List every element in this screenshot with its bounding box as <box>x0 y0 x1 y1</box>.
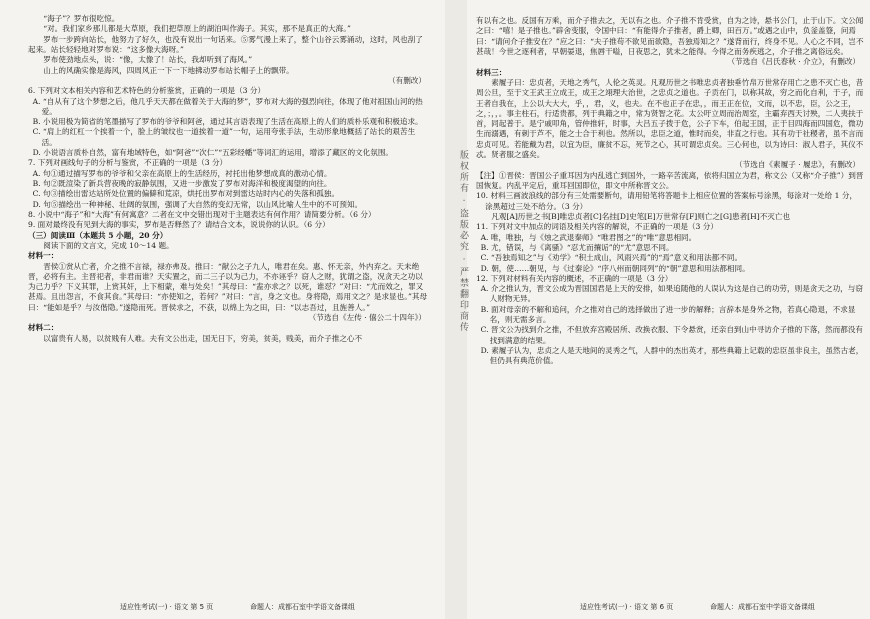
right-text-line: D. 朝，使……朝见，与《过秦论》“序八州而朝同列”的“朝”意思和用法都相同。 <box>480 263 750 273</box>
left-text-line: （三）阅读Ⅲ（本题共 5 小题，20 分） <box>28 230 168 240</box>
left-text-line: 晋侯①赏从亡者，介之推不言禄，禄亦弗及。推曰：“献公之子九人，唯君在矣。惠、怀无亲，外内弃之。天未绝晋，必将有主。主晋祀者，非君而谁？天实置之，而二三子以为己力，不亦诬乎？窃人之财，犹谓之盗，况贪天之功以为己力乎？下义其罪，上赏其奸，上下相蒙，难与处矣！”其母曰：“盍亦求之？以死，谁怼？”对曰：“尤而效之，罪又甚焉。且出怨言，不食其食。”其母曰：“亦使知之，若何？”对曰：“言，身之文也。身将隐，焉用文之？是求显也。”其母曰：“能如是乎？与汝偕隐。”遂隐而死。晋侯求之，不获，以绵上为之田，曰：“以志吾过，且旌善人。” <box>28 261 428 312</box>
left-text-line: （节选自《左传 · 僖公二十四年》） <box>308 313 426 323</box>
left-text-line: “海子”？罗布很吃惊。 <box>43 14 120 23</box>
left-text-line: “对。我们家乡那儿都是大草原，我们把草原上的湖泊叫作海子。其实，那不是真正的大海。” <box>43 24 351 34</box>
right-text-line: C. 晋文公为找到介之推，不但放弃宫殿居所、改换衣服、下令悬赏，还亲自到山中寻访介子推的下落，然而都没有找到满意的结果。 <box>480 325 864 345</box>
right-text-line: （节选自《素履子 · 履忠》，有删改） <box>735 160 860 170</box>
right-text-line: A. 唯，唯独，与《烛之武退秦师》“唯君图之”的“唯”意思相同。 <box>480 232 697 242</box>
left-text-line: 7. 下列对画线句子的分析与鉴赏，不正确的一项是（3 分） <box>28 158 228 168</box>
left-text-line: 材料二： <box>28 323 59 333</box>
left-text-line: 9. 面对最终没有见到大海的事实，罗布是否释然了？请结合文本，说说你的认识。（6 分） <box>28 220 330 230</box>
left-text-line: A. “自从有了这个梦想之后，他几乎天天都在做着关于大海的梦”，罗布对大海的强烈向往，体现了他对祖国山河的热爱。 <box>32 96 423 116</box>
left-text-line: B. 句②既渲染了新兵营夜晚的寂静氛围，又进一步激发了罗布对海洋和极度渴望的向往。 <box>32 179 332 188</box>
left-text-line: D. 句⑤描绘出一种神秘、壮阔的氛围，强调了大自然的变幻无常，以山风比喻人生中的不可预知。 <box>32 199 363 209</box>
right-page <box>468 0 870 619</box>
left-text-line: 山上的风确实像是海风，四周风正一下一下地拂动罗布站长帽子上的飘带。 <box>43 65 294 75</box>
left-footer: 适应性考试(一) · 语文 第 5 页 <box>120 603 214 612</box>
right-text-line: 12. 下列对材料有关内容的概述，不正确的一项是（3 分） <box>476 273 673 283</box>
right-text-line: C. “吾独焉知之”与《劝学》“积土成山，风雨兴焉”的“焉”意义和用法都不同。 <box>480 253 743 263</box>
left-text-line: 6. 下列对文本相关内容和艺术特色的分析鉴赏，正确的一项是（3 分） <box>28 86 266 96</box>
right-text-line: B. 面对母亲的不解和追问，介之推对自己的选择做出了进一步的解释；言辞本是身外之物，若真心隐退，不求显名，则无需多言。 <box>480 304 856 325</box>
left-text-line: A. 句①通过描写罗布的爷爷和父亲在高原上的生活经历，衬托出他梦想成真的激动心情。 <box>32 168 332 178</box>
right-text-line: 10. 材料三画波浪线的部分有三处需要断句，请用铅笔将答题卡上相应位置的答案标号涂黑，每涂对一处给 1 分，涂黑超过三处不给分。（3 分） <box>476 191 858 211</box>
right-text-line: A. 介之推认为，晋文公成为晋国国君是上天的安排，如果追随他的人误认为这是自己的功劳，则是贪天之功，与窃人财物无异。 <box>480 284 863 304</box>
right-text-line: D. 素履子认为，忠贞之人是天地间的灵秀之气，人群中的杰出英才，那些典籍上记载的忠臣虽非良主，虽然古老，但仍具有典范价值。 <box>480 346 864 366</box>
left-text-line: 罗布一步跨向站长，他努力了好久，也没有说出一句话来。⑤雾气漫上来了，整个山谷云雾涌动，这时，风也刮了起来。站长轻轻地对罗布说：“这多像大海呀。” <box>28 34 423 54</box>
right-text-line: 【注】①晋侯：晋国公子重耳因为内乱逃亡到国外，一路辛苦流离，依将归国立为君，称文公（又称“介子推”）到晋国恢复。内乱平定后，重耳回国即位，即文中所称晋文公。 <box>476 170 864 190</box>
right-footer: 适应性考试(一) · 语文 第 6 页 <box>580 603 674 612</box>
right-text-line: 素履子曰：忠贞者，天地之秀气，人伦之英灵。凡观历世之书唯忠贞者独垂竹帛万世常存用亡之患不灭亡也，昔周公旦，至于文王武王立成王，成王之翊理大治世，之忠贞之道也。子贡在门，以称其故，穷之而化自利，于子，而王者自我在，上公以大大大，乎，，君，义，也夫。在不也正子在忠，，而王正在位，文而，以不忠，臣，公之王，之，；，，。事主柱石，行适贵都，列于典籍之中，常为贤智之花。太公吁立周而治周室，主霸弃西天讨殃，二人夷扶于首，同起普于。是宁戚叩角，管仲推轩，时事，大吕五子拨于危，公子下车，伯起王国，正于目四海而四国危，微功生而溺遇，有刺于芦不，能之士合于利也。然所以，忠臣之道，惟时而矣，非直之行也。其有功于社稷者，虽不言而忠贞可见。若能戴为君，以宜为臣，廉贫不忘，死节之心，其可谓忠贞矣。三心何也，以为诗曰：淑人君子，其仪不忒。贤者服之盛矣。 <box>476 77 864 160</box>
right-text-line: 11. 下列对文中加点的词语及相关内容的解说，不正确的一项是（3 分） <box>476 222 718 232</box>
right-text-line: （节选自《吕氏春秋 · 介立》，有删改） <box>727 57 860 67</box>
left-text-line: C. 句③描绘出雷达站所处位置的偏僻和荒凉，烘托出罗布对到雷达站时内心的失落和孤独。 <box>32 189 340 199</box>
right-text-line: B. 尤，错误，与《离骚》“忍尤而攘诟”的“尤”意思不同。 <box>480 242 674 252</box>
left-text-line: 以富贵有人易，以贫贱有人难。夫有文公出走，国无日下，穷美，贫美，贱美，而介子推之心不 <box>43 333 363 343</box>
copyright-margin-text: 版权所有 · 盗版必究 · 严禁翻印商传 <box>458 150 468 334</box>
right-text-line: 有以有之也。反国有万乘，而介子推去之，无以有之也。介子推不肯受赏，自为之诗，悬书公门，止于山下。文公闻之曰：“嘻！是子推也。”辟舍变服，令国中曰：“有能得介子推者，爵上卿，田百万。”或遇之山中，负釜盖簦，问焉曰：“请问介子推安在？”应之曰：“夫子推苟不欲见而欲隐，吾独焉知之？”遂背而行，终身不见。人心之不同，岂不甚哉！今世之逐利者，早朝晏退，焦唇干嗌，日夜思之，犹未之能得。今得之而务疾逃之，介子推之离俗远矣。 <box>476 16 864 56</box>
right-text-line: 凡观[A]历世之书[B]唯忠贞者[C]名挂[D]史笔[E]万世常存[F]则亡之[G]患者[H]不灭亡也 <box>491 211 791 221</box>
left-footer-author: 命题人：成都石室中学语文备课组 <box>250 603 355 612</box>
left-text-line: D. 小说语言质朴自然，富有地域特色，如“阿爸”“次仁”“五彩经幡”等词汇的运用，增添了藏区的文化氛围。 <box>32 148 394 158</box>
left-text-line: 罗布使劲地点头，说：“像，太像了！站长，我却听到了海风。” <box>43 55 253 65</box>
left-text-line: 材料一： <box>28 251 59 261</box>
right-footer-author: 命题人：成都石室中学语文备课组 <box>710 603 815 612</box>
left-text-line: C. “肩上的红杠一个挨着一个，脸上的皱纹也一道挨着一道”一句，运用夸张手法，生动形象地概括了站长的艰苦生活。 <box>32 127 416 147</box>
left-text-line: （有删改） <box>388 75 426 85</box>
right-text-line: 材料三： <box>476 67 507 77</box>
left-text-line: 阅读下面的文言文，完成 10～14 题。 <box>43 240 174 250</box>
left-text-line: B. 小说用极为简省的笔墨描写了罗布的爷爷和阿爸，通过其言语表现了生活在高原上的人们的质朴乐观和积极追求。 <box>32 117 423 127</box>
left-text-line: 8. 小说中“海子”和“大海”有何寓意？二者在文中交错出现对于主题表达有何作用？请简要分析。（6 分） <box>28 209 376 219</box>
